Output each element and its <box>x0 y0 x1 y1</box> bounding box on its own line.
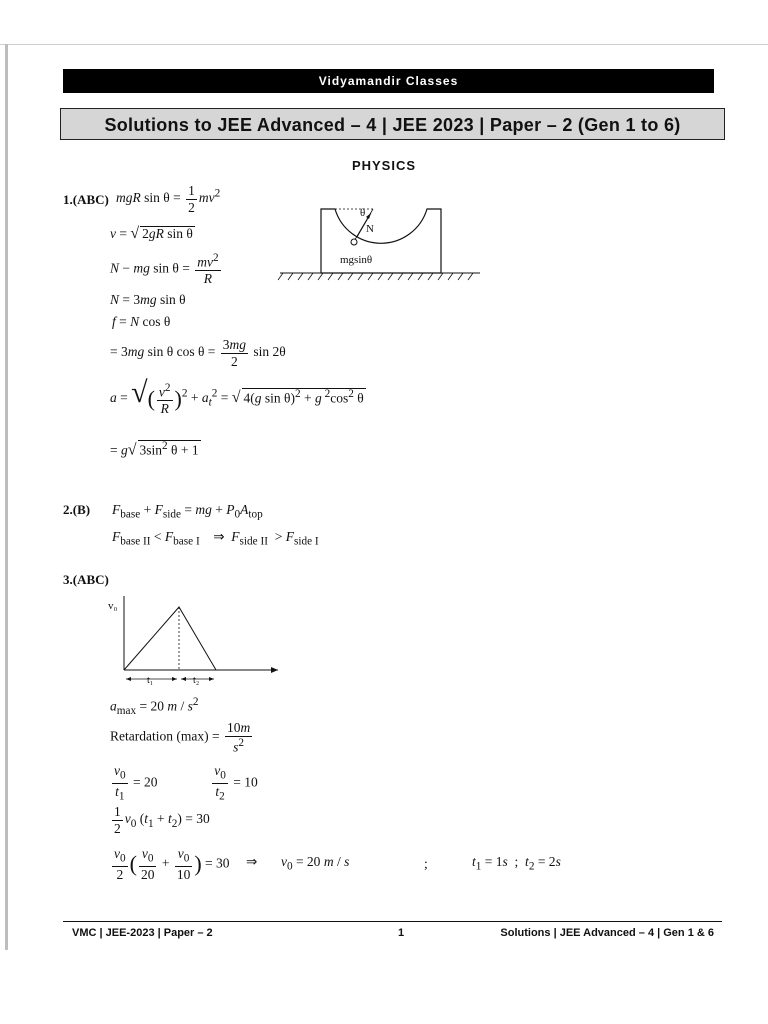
equation: $F_{base II} < F_{base I}$ ⇒ $F_{side II} > F_{side I}$ <box>112 529 319 548</box>
equation: ⇒ $v_0 = 20$ m / s <box>246 854 350 873</box>
question-label: 2.(B) <box>63 502 91 517</box>
equation: $\frac{1}{2}$ $v_0$ $(t_1 + t_2) = 30$ <box>114 804 210 836</box>
equation: Retardation (max) = $\frac{10m}{s^2}$ <box>110 720 251 754</box>
v0-axis-label: v₀ <box>108 600 118 612</box>
page-number: 1 <box>398 927 405 939</box>
equation: = 3mg sin θ cos θ = $\frac{3mg}{2}$ sin 2θ <box>110 337 286 369</box>
equation: $\frac{v_0}{2}$ ( $\frac{v_0}{20}$ + $\frac{v_0}{10}$ ) = 30 <box>114 846 230 882</box>
equation: N = 3mg sin θ <box>110 292 186 307</box>
left-margin-bar <box>5 44 8 950</box>
equation: = g√ $3\sin^2$ θ + 1 <box>110 440 199 459</box>
footer-left: VMC | JEE-2023 | Paper – 2 <box>72 927 213 939</box>
question-label: 3.(ABC) <box>63 572 109 587</box>
section-heading: PHYSICS <box>351 158 417 173</box>
equation: $\frac{v_0}{t_1}$ = 20 $\frac{v_0}{t_2}$ = 10 <box>114 763 258 803</box>
normal-force-label: N <box>366 223 374 235</box>
t2-label: t₂ <box>193 675 200 686</box>
equation: $a_{max} = 20$ m / $s^2$ <box>110 696 199 718</box>
force-label: mgsinθ <box>340 254 373 266</box>
header-brand-bar: Vidyamandir Classes <box>63 69 714 93</box>
theta-label: θ <box>360 207 366 219</box>
equation: mgR sin θ = $\frac{1}{2}$ $mv^2$ <box>116 183 221 215</box>
page-title: Solutions to JEE Advanced – 4 | JEE 2023 | Paper – 2 (Gen 1 to 6) <box>60 108 725 140</box>
retardation-text: Retardation (max) <box>110 728 209 744</box>
t1-label: t₁ <box>147 675 154 686</box>
top-border <box>0 44 768 45</box>
separator: ; <box>424 856 428 871</box>
equation: $t_1 = 1s$ ; $t_2 = 2s$ <box>472 854 561 873</box>
equation: f = N cos θ <box>112 314 171 329</box>
track-diagram <box>275 203 485 283</box>
equation: a = √( $\frac{v^2}{R}$ )$^2 + a_t^2$ = √ 4(g sin θ)$^2$ + g $^2\cos^2$ θ <box>110 376 364 416</box>
equation: $F_{base} + F_{side}$ = mg + $P_0A_{top}$ <box>112 502 263 521</box>
equation: N − mg sin θ = $\frac{mv^2}{R}$ <box>110 252 219 286</box>
question-label: 1.(ABC) <box>63 192 109 207</box>
equation: v = √ 2gR sin θ <box>110 225 193 242</box>
footer-right: Solutions | JEE Advanced – 4 | Gen 1 & 6 <box>500 927 714 939</box>
footer-divider <box>63 921 722 922</box>
